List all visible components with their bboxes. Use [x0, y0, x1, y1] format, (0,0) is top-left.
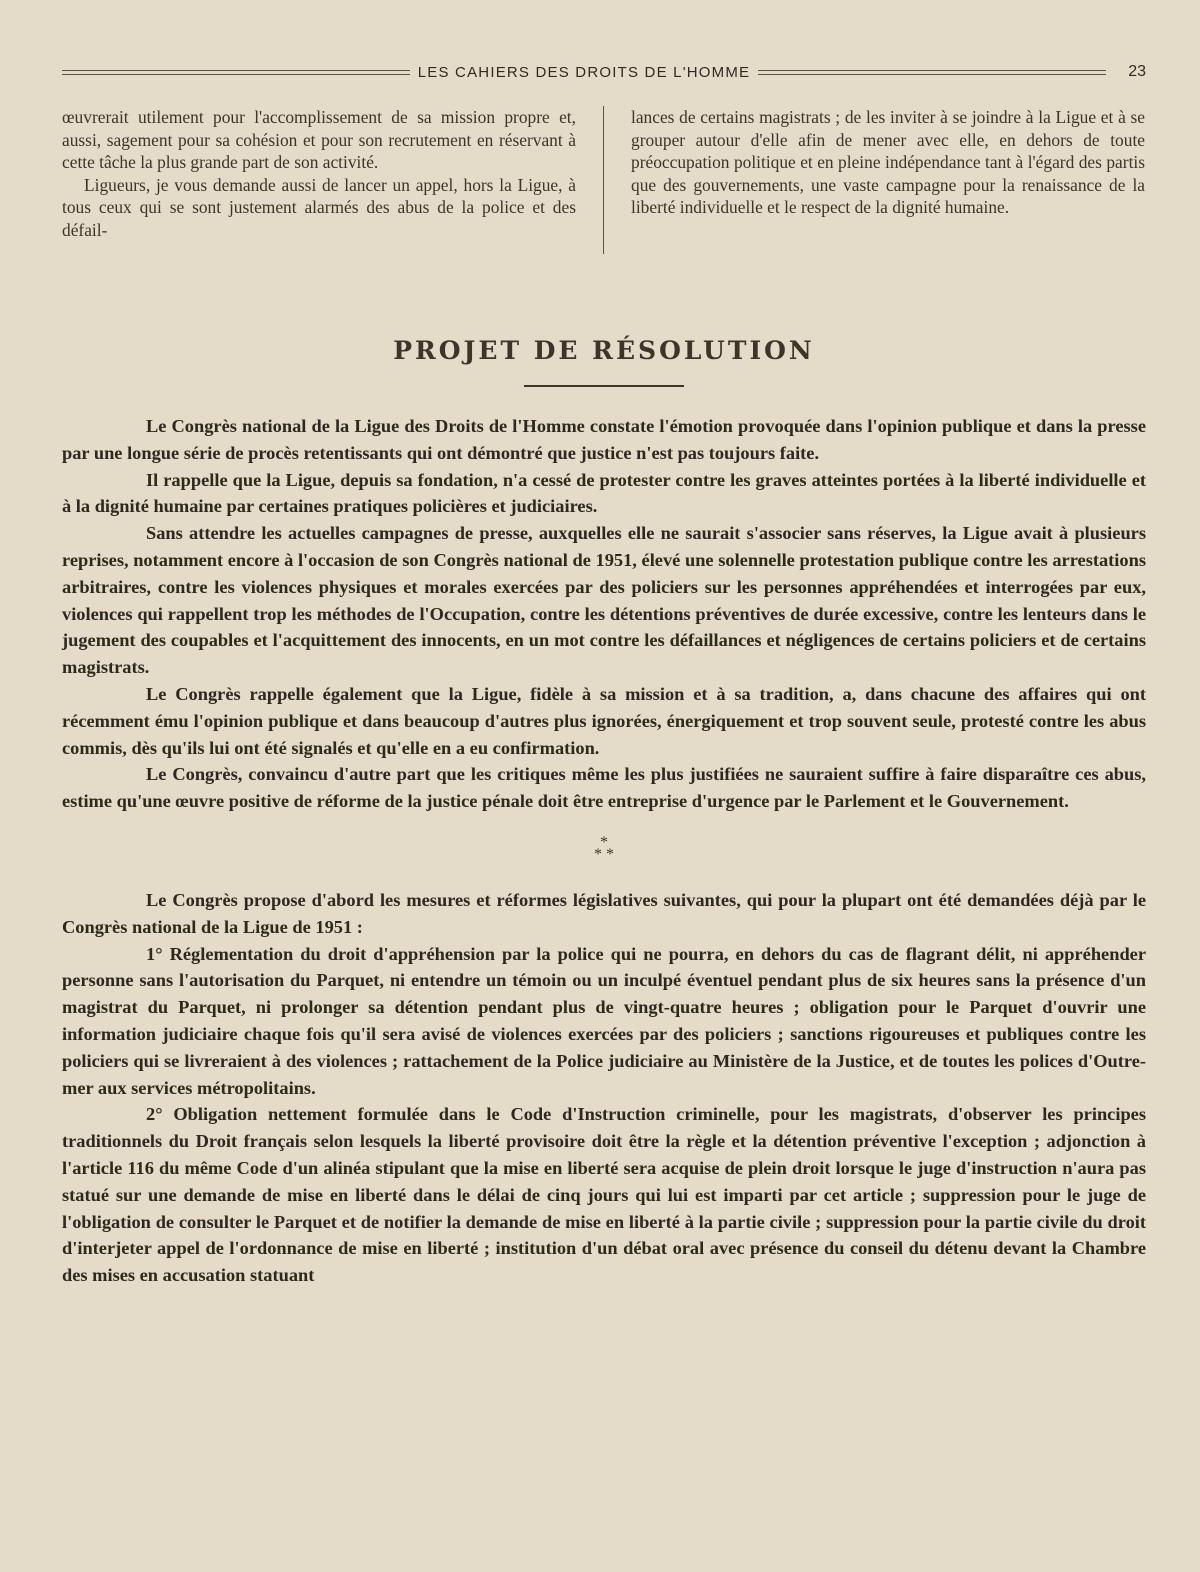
header-rule-right	[758, 70, 1106, 75]
resolution-paragraph: Il rappelle que la Ligue, depuis sa fondation, n'a cessé de protester contre les graves atteintes portées à la liberté individuelle et à la dignité humaine par certaines pratiques policières et judiciaires.	[62, 469, 1146, 517]
right-column	[631, 106, 1145, 258]
resolution-paragraph: 1° Réglementation du droit d'appréhension par la police qui ne pourra, en dehors du cas de flagrant délit, ni appréhender personne sans l'autorisation du Parquet, ni entendre un témoin ou un inculpé éventuel pendant plus de six heures sans la présence d'un magistrat du Parquet, ni prolonger sa détention pendant plus de vingt-quatre heures ; obligation pour le Parquet d'ouvrir une information judiciaire chaque fois qu'il sera avisé de violences exercées par des policiers ; sanctions rigoureuses et publiques contre les policiers qui se livreraient à des violences ; rattachement de la Police judiciaire au Ministère de la Justice, et de toutes les polices d'Outre-mer aux services métropolitains.	[62, 943, 1146, 1098]
two-column-block	[62, 106, 1146, 258]
resolution-paragraph: Le Congrès rappelle également que la Ligue, fidèle à sa mission et à sa tradition, a, dans chacune des affaires qui ont récemment ému l'opinion publique et dans beaucoup d'autres plus ignorées, énergiquement et trop souvent seule, protesté contre les abus commis, dès qu'ils lui ont été signalés et qu'elle en a eu confirmation.	[62, 683, 1146, 758]
running-header	[62, 58, 1146, 86]
header-rule-left	[62, 70, 410, 75]
asterism-separator: * * *	[594, 833, 614, 863]
column-divider	[603, 106, 604, 254]
resolution-paragraph: Le Congrès propose d'abord les mesures et réformes législatives suivantes, qui pour la plupart ont été demandées déjà par le Congrès national de la Ligue de 1951 :	[62, 889, 1146, 937]
resolution-paragraph: 2° Obligation nettement formulée dans le Code d'Instruction criminelle, pour les magistrats, d'observer les principes traditionnels du Droit français selon lesquels la liberté provisoire doit être la règle et la détention préventive l'exception ; adjonction à l'article 116 du même Code d'un alinéa stipulant que la mise en liberté sera acquise de plein droit lorsque le juge d'instruction n'aura pas statué sur une demande de mise en liberté dans le délai de cinq jours qui lui est imparti par cet article ; suppression pour le juge de l'obligation de consulter le Parquet et de notifier la demande de mise en liberté à la partie civile ; suppression pour la partie civile du droit d'interjeter appel de l'ordonnance de mise en liberté ; institution d'un débat oral avec présence du conseil du détenu devant la Chambre des mises en accusation statuant	[62, 1104, 1146, 1286]
journal-title: LES CAHIERS DES DROITS DE L'HOMME	[417, 63, 751, 81]
page-number: 23	[1128, 63, 1146, 80]
document-page	[62, 58, 1146, 1289]
left-column	[62, 106, 576, 258]
resolution-paragraph: Le Congrès, convaincu d'autre part que les critiques même les plus justifiées ne sauraient suffire à faire disparaître ces abus, estime qu'une œuvre positive de réforme de la justice pénale doit être entreprise d'urgence par le Parlement et le Gouvernement.	[62, 764, 1146, 812]
title-rule	[524, 385, 684, 387]
resolution-part-2	[62, 887, 1146, 1289]
left-column-paragraph: Ligueurs, je vous demande aussi de lancer un appel, hors la Ligue, à tous ceux qui se sont justement alarmés des abus de la police et des défail-	[62, 174, 576, 240]
resolution-paragraph: Sans attendre les actuelles campagnes de presse, auxquelles elle ne saurait s'associer sans réserves, la Ligue avait à plusieurs reprises, notamment encore à l'occasion de son Congrès national de 1951, élevé une solennelle protestation publique contre les arrestations arbitraires, contre les violences physiques et morales exercées par des policiers sur les personnes appréhendées et interrogées par eux, violences qui rappellent trop les méthodes de l'Occupation, contre les détentions préventives de durée excessive, contre les lenteurs dans le jugement des coupables et l'acquittement des innocents, en un mot contre les défaillances et négligences de certains policiers et de certains magistrats.	[62, 523, 1146, 678]
section-title: PROJET DE RÉSOLUTION	[393, 336, 815, 365]
right-column-paragraph: lances de certains magistrats ; de les inviter à se joindre à la Ligue et à se grouper autour d'elle afin de mener avec elle, en dehors de toute préoccupation politique et en pleine indépendance tant à l'égard des partis que des gouvernements, une vaste campagne pour la renaissance de la liberté individuelle et le respect de la dignité humaine.	[631, 107, 1145, 218]
resolution-paragraph: Le Congrès national de la Ligue des Droits de l'Homme constate l'émotion provoquée dans l'opinion publique et dans la presse par une longue série de procès retentissants qui ont démontré que justice n'est pas toujours faite.	[62, 416, 1146, 463]
resolution-part-1	[62, 413, 1146, 815]
left-column-paragraph: œuvrerait utilement pour l'accomplissement de sa mission propre et, aussi, sagement pour sa cohésion et pour son recrutement en réservant à cette tâche la plus grande part de son activité.	[62, 107, 576, 173]
